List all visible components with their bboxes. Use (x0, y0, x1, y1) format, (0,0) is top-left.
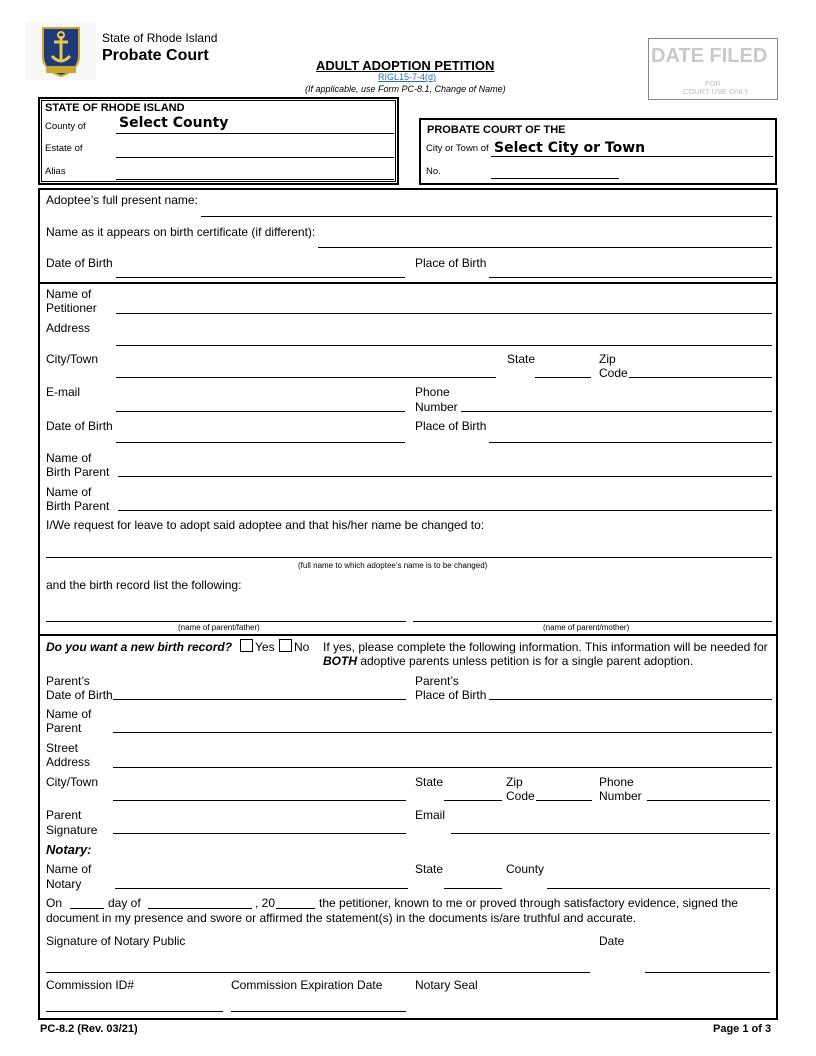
parent-zip-label-1: Zip (506, 775, 523, 789)
parent-email-label: Email (415, 808, 446, 822)
petitioner-known-text: the petitioner, known to me or proved through satisfactory evidence, signed the (319, 896, 738, 910)
notary-state-field[interactable] (444, 888, 502, 889)
birth-parent-2-label-1: Name of (46, 485, 92, 499)
notary-state-label: State (415, 862, 444, 876)
date-filed-label: DATE FILED (651, 45, 768, 67)
birth-record-info-2-text: adoptive parents unless petition is for a single parent adoption. (357, 654, 694, 668)
petitioner-zip-label-1: Zip (599, 352, 616, 366)
parent-city-label: City/Town (46, 775, 99, 789)
mother-caption: (name of parent/mother) (543, 623, 630, 632)
birth-parent-2-label-2: Birth Parent (46, 499, 110, 513)
city-town-label: City or Town of (426, 143, 489, 154)
petitioner-email-field[interactable] (116, 411, 405, 412)
notary-date-label: Date (599, 934, 625, 948)
petitioner-name-field[interactable] (116, 313, 772, 314)
notary-heading: Notary: (46, 842, 92, 857)
parent-phone-label-1: Phone (599, 775, 634, 789)
city-town-select[interactable]: Select City or Town (494, 140, 646, 156)
parent-signature-label-2: Signature (46, 823, 98, 837)
yes-label: Yes (255, 640, 275, 654)
petitioner-zip-label-2: Code (599, 366, 628, 380)
petitioner-pob-label: Place of Birth (415, 419, 487, 433)
commission-exp-field[interactable] (231, 1011, 406, 1012)
petitioner-city-label: City/Town (46, 352, 99, 366)
parent-mother-field[interactable] (413, 621, 772, 622)
name-change-request: I/We request for leave to adopt said adoptee and that his/her name be changed to: (46, 518, 485, 532)
estate-field[interactable] (116, 157, 394, 158)
no-label: No (294, 640, 310, 654)
year-prefix-label: , 20 (255, 896, 276, 910)
day-field[interactable] (70, 908, 104, 909)
no-checkbox[interactable] (279, 639, 292, 652)
new-birth-record-question: Do you want a new birth record? (46, 640, 233, 654)
month-field[interactable] (148, 908, 252, 909)
parent-name-label-2: Parent (46, 721, 82, 735)
notary-signature-label: Signature of Notary Public (46, 934, 186, 948)
parent-pob-label-1: Parent’s (415, 674, 459, 688)
notary-county-label: County (506, 862, 545, 876)
form-number: PC-8.2 (Rev. 03/21) (40, 1023, 138, 1035)
state-name: State of Rhode Island (102, 31, 218, 45)
commission-exp-label: Commission Expiration Date (231, 978, 383, 992)
parent-signature-field[interactable] (113, 833, 406, 834)
statute-link[interactable]: RIGL15-7-4(d) (378, 72, 437, 82)
petitioner-phone-field[interactable] (461, 411, 772, 412)
parent-city-field[interactable] (113, 800, 406, 801)
petitioner-name-label-1: Name of (46, 287, 92, 301)
year-field[interactable] (276, 908, 315, 909)
commission-id-field[interactable] (46, 1011, 223, 1012)
page-number: Page 1 of 3 (713, 1023, 772, 1035)
adoptee-pob-field[interactable] (489, 277, 772, 278)
parent-father-field[interactable] (46, 621, 406, 622)
petitioner-address-field[interactable] (116, 345, 772, 346)
county-label: County of (45, 121, 86, 132)
parent-dob-field[interactable] (113, 699, 406, 700)
date-filed-box (648, 38, 778, 100)
on-label: On (46, 896, 63, 910)
form-note: (If applicable, use Form PC-8.1, Change of Name) (305, 84, 506, 94)
county-select[interactable]: Select County (119, 115, 229, 131)
petitioner-state-label: State (507, 352, 536, 366)
parent-zip-label-2: Code (506, 789, 535, 803)
commission-id-label: Commission ID# (46, 978, 135, 992)
parent-email-field[interactable] (451, 833, 770, 834)
adoptee-name-field[interactable] (201, 216, 772, 217)
new-name-caption: (full name to which adoptee’s name is to be changed) (298, 561, 488, 570)
new-name-field[interactable] (46, 557, 772, 558)
court-box-heading: PROBATE COURT OF THE (427, 124, 566, 136)
notary-name-label-2: Notary (46, 877, 82, 891)
court-name: Probate Court (102, 47, 209, 64)
birth-parent-1-field[interactable] (118, 476, 772, 477)
parent-phone-label-2: Number (599, 789, 642, 803)
case-no-label: No. (426, 166, 441, 177)
petitioner-dob-field[interactable] (116, 442, 405, 443)
state-seal-logo (26, 22, 96, 80)
parent-pob-label-2: Place of Birth (415, 688, 487, 702)
petitioner-pob-field[interactable] (489, 442, 772, 443)
notary-date-field[interactable] (645, 972, 770, 973)
adoptee-name-label: Adoptee’s full present name: (46, 193, 198, 207)
notary-name-label-1: Name of (46, 862, 92, 876)
birth-record-list-label: and the birth record list the following: (46, 578, 242, 592)
yes-checkbox[interactable] (240, 639, 253, 652)
parent-name-field[interactable] (113, 732, 772, 733)
petitioner-phone-label-2: Number (415, 400, 458, 414)
notary-seal-label: Notary Seal (415, 978, 478, 992)
parent-dob-label-2: Date of Birth (46, 688, 113, 702)
adoptee-dob-label: Date of Birth (46, 256, 113, 270)
birth-record-info-1: If yes, please complete the following information. This information will be needed for (323, 640, 768, 654)
petitioner-city-field[interactable] (116, 377, 496, 378)
petitioner-phone-label-1: Phone (415, 385, 450, 399)
birth-parent-1-label-1: Name of (46, 451, 92, 465)
parent-dob-label-1: Parent’s (46, 674, 90, 688)
street-label-1: Street (46, 741, 79, 755)
court-use-label: COURT USE ONLY (683, 87, 749, 96)
birth-record-info-2 (323, 654, 693, 668)
father-caption: (name of parent/father) (178, 623, 260, 632)
petitioner-dob-label: Date of Birth (46, 419, 113, 433)
birth-parent-1-label-2: Birth Parent (46, 465, 110, 479)
notary-statement: document in my presence and swore or affirmed the statement(s) in the documents is/are truthful and accurate. (46, 911, 637, 925)
petitioner-name-label-2: Petitioner (46, 301, 97, 315)
alias-label: Alias (45, 166, 66, 177)
day-of-label: day of (108, 896, 141, 910)
page-title: ADULT ADOPTION PETITION (316, 58, 495, 73)
adoptee-dob-field[interactable] (116, 277, 405, 278)
street-field[interactable] (113, 767, 772, 768)
notary-signature-field[interactable] (46, 972, 590, 973)
parent-state-label: State (415, 775, 444, 789)
parent-pob-field[interactable] (489, 699, 772, 700)
birth-cert-name-label: Name as it appears on birth certificate (if different): (46, 225, 316, 239)
petitioner-state-field[interactable] (535, 377, 591, 378)
birth-record-section (38, 634, 778, 1020)
alias-field[interactable] (116, 179, 394, 180)
parent-phone-field[interactable] (647, 800, 770, 801)
street-label-2: Address (46, 755, 91, 769)
notary-name-field[interactable] (115, 888, 408, 889)
estate-label: Estate of (45, 143, 83, 154)
notary-county-field[interactable] (547, 888, 770, 889)
adoptee-pob-label: Place of Birth (415, 256, 487, 270)
anchor-seal-icon (26, 22, 96, 80)
petitioner-email-label: E-mail (46, 385, 81, 399)
parent-name-label-1: Name of (46, 707, 92, 721)
parent-state-field[interactable] (444, 800, 502, 801)
birth-parent-2-field[interactable] (118, 510, 772, 511)
state-box-heading: STATE OF RHODE ISLAND (45, 102, 185, 114)
birth-cert-name-field[interactable] (318, 247, 772, 248)
parent-signature-label-1: Parent (46, 808, 82, 822)
parent-zip-field[interactable] (536, 800, 592, 801)
for-label: FOR (705, 79, 721, 88)
petitioner-zip-field[interactable] (629, 377, 772, 378)
petitioner-address-label: Address (46, 321, 91, 335)
both-emphasis: BOTH (323, 654, 357, 668)
case-no-field[interactable] (491, 178, 619, 179)
